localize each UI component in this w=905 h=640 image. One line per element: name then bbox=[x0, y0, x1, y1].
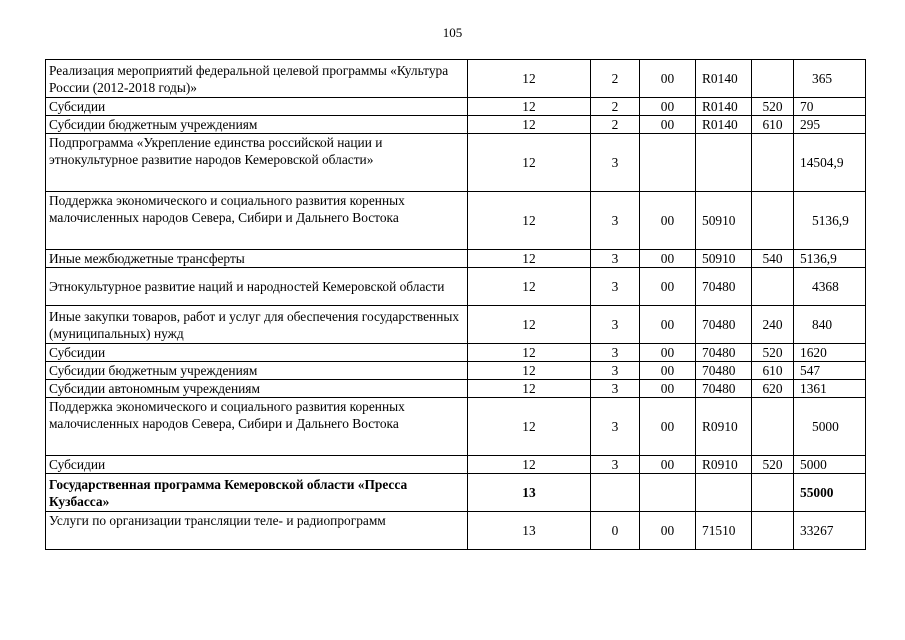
om-code: 00 bbox=[640, 362, 696, 380]
table-row bbox=[46, 474, 866, 512]
pp-code: 3 bbox=[591, 306, 640, 344]
pp-code: 2 bbox=[591, 98, 640, 116]
dir-code: 70480 bbox=[696, 268, 752, 306]
gp-code: 12 bbox=[468, 398, 591, 456]
pp-code: 3 bbox=[591, 192, 640, 250]
sum-value: 33267 bbox=[794, 512, 866, 550]
gp-code: 13 bbox=[468, 512, 591, 550]
pp-code: 3 bbox=[591, 344, 640, 362]
vr-code: 610 bbox=[752, 116, 794, 134]
dir-code: 50910 bbox=[696, 192, 752, 250]
table-row bbox=[46, 380, 866, 398]
row-name: Поддержка экономического и социального развития коренных малочисленных народов Севера, Сибири и Дальнего Востока bbox=[46, 192, 468, 250]
om-code: 00 bbox=[640, 116, 696, 134]
table-row bbox=[46, 134, 866, 192]
pp-code: 2 bbox=[591, 60, 640, 98]
sum-value: 70 bbox=[794, 98, 866, 116]
om-code: 00 bbox=[640, 380, 696, 398]
gp-code: 12 bbox=[468, 362, 591, 380]
table-row bbox=[46, 362, 866, 380]
vr-code: 610 bbox=[752, 362, 794, 380]
pp-code: 0 bbox=[591, 512, 640, 550]
vr-code bbox=[752, 60, 794, 98]
dir-code bbox=[696, 474, 752, 512]
pp-code: 3 bbox=[591, 134, 640, 192]
gp-code: 12 bbox=[468, 268, 591, 306]
table-row bbox=[46, 306, 866, 344]
sum-value: 5000 bbox=[794, 398, 866, 456]
gp-code: 12 bbox=[468, 306, 591, 344]
vr-code bbox=[752, 134, 794, 192]
vr-code: 520 bbox=[752, 98, 794, 116]
vr-code: 520 bbox=[752, 456, 794, 474]
row-name: Субсидии bbox=[46, 98, 468, 116]
table-row bbox=[46, 456, 866, 474]
gp-code: 12 bbox=[468, 134, 591, 192]
om-code: 00 bbox=[640, 98, 696, 116]
om-code: 00 bbox=[640, 344, 696, 362]
row-name: Государственная программа Кемеровской области «Пресса Кузбасса» bbox=[46, 474, 468, 512]
row-name: Субсидии бюджетным учреждениям bbox=[46, 362, 468, 380]
row-name: Субсидии bbox=[46, 344, 468, 362]
pp-code: 2 bbox=[591, 116, 640, 134]
table-row bbox=[46, 250, 866, 268]
dir-code: R0140 bbox=[696, 116, 752, 134]
sum-value: 5136,9 bbox=[794, 250, 866, 268]
dir-code: 70480 bbox=[696, 380, 752, 398]
gp-code: 12 bbox=[468, 192, 591, 250]
vr-code bbox=[752, 474, 794, 512]
pp-code: 3 bbox=[591, 362, 640, 380]
row-name: Иные закупки товаров, работ и услуг для обеспечения государственных (муниципальных) нужд bbox=[46, 306, 468, 344]
sum-value: 365 bbox=[794, 60, 866, 98]
gp-code: 12 bbox=[468, 98, 591, 116]
pp-code: 3 bbox=[591, 398, 640, 456]
pp-code: 3 bbox=[591, 380, 640, 398]
sum-value: 55000 bbox=[794, 474, 866, 512]
row-name: Подпрограмма «Укрепление единства российской нации и этнокультурное развитие народов Кемеровской области» bbox=[46, 134, 468, 192]
dir-code: 70480 bbox=[696, 306, 752, 344]
dir-code: R0140 bbox=[696, 98, 752, 116]
table-row bbox=[46, 512, 866, 550]
page-number: 105 bbox=[442, 25, 463, 40]
row-name: Поддержка экономического и социального развития коренных малочисленных народов Севера, Сибири и Дальнего Востока bbox=[46, 398, 468, 456]
pp-code: 3 bbox=[591, 250, 640, 268]
budget-table bbox=[45, 59, 866, 550]
dir-code: 50910 bbox=[696, 250, 752, 268]
sum-value: 5000 bbox=[794, 456, 866, 474]
row-name: Субсидии бюджетным учреждениям bbox=[46, 116, 468, 134]
sum-value: 4368 bbox=[794, 268, 866, 306]
om-code bbox=[640, 474, 696, 512]
vr-code bbox=[752, 398, 794, 456]
om-code bbox=[640, 134, 696, 192]
om-code: 00 bbox=[640, 456, 696, 474]
dir-code: R0140 bbox=[696, 60, 752, 98]
gp-code: 12 bbox=[468, 456, 591, 474]
om-code: 00 bbox=[640, 192, 696, 250]
om-code: 00 bbox=[640, 306, 696, 344]
sum-value: 295 bbox=[794, 116, 866, 134]
om-code: 00 bbox=[640, 268, 696, 306]
vr-code: 240 bbox=[752, 306, 794, 344]
pp-code: 3 bbox=[591, 456, 640, 474]
dir-code bbox=[696, 134, 752, 192]
gp-code: 13 bbox=[468, 474, 591, 512]
om-code: 00 bbox=[640, 60, 696, 98]
dir-code: R0910 bbox=[696, 398, 752, 456]
gp-code: 12 bbox=[468, 380, 591, 398]
table-row bbox=[46, 192, 866, 250]
vr-code bbox=[752, 512, 794, 550]
sum-value: 5136,9 bbox=[794, 192, 866, 250]
vr-code: 540 bbox=[752, 250, 794, 268]
row-name: Услуги по организации трансляции теле- и радиопрограмм bbox=[46, 512, 468, 550]
sum-value: 840 bbox=[794, 306, 866, 344]
dir-code: 70480 bbox=[696, 362, 752, 380]
table-row bbox=[46, 268, 866, 306]
om-code: 00 bbox=[640, 512, 696, 550]
om-code: 00 bbox=[640, 398, 696, 456]
pp-code: 3 bbox=[591, 268, 640, 306]
sum-value: 1620 bbox=[794, 344, 866, 362]
gp-code: 12 bbox=[468, 344, 591, 362]
dir-code: 70480 bbox=[696, 344, 752, 362]
dir-code: 71510 bbox=[696, 512, 752, 550]
row-name: Субсидии bbox=[46, 456, 468, 474]
vr-code bbox=[752, 268, 794, 306]
dir-code: R0910 bbox=[696, 456, 752, 474]
gp-code: 12 bbox=[468, 250, 591, 268]
pp-code bbox=[591, 474, 640, 512]
table-row bbox=[46, 116, 866, 134]
gp-code: 12 bbox=[468, 60, 591, 98]
vr-code: 520 bbox=[752, 344, 794, 362]
om-code: 00 bbox=[640, 250, 696, 268]
table-row bbox=[46, 60, 866, 98]
table-row bbox=[46, 344, 866, 362]
sum-value: 547 bbox=[794, 362, 866, 380]
row-name: Иные межбюджетные трансферты bbox=[46, 250, 468, 268]
table-row bbox=[46, 398, 866, 456]
table-row bbox=[46, 98, 866, 116]
vr-code: 620 bbox=[752, 380, 794, 398]
row-name: Этнокультурное развитие наций и народностей Кемеровской области bbox=[46, 268, 468, 306]
row-name: Реализация мероприятий федеральной целевой программы «Культура России (2012-2018 годы)» bbox=[46, 60, 468, 98]
sum-value: 1361 bbox=[794, 380, 866, 398]
vr-code bbox=[752, 192, 794, 250]
gp-code: 12 bbox=[468, 116, 591, 134]
row-name: Субсидии автономным учреждениям bbox=[46, 380, 468, 398]
sum-value: 14504,9 bbox=[794, 134, 866, 192]
